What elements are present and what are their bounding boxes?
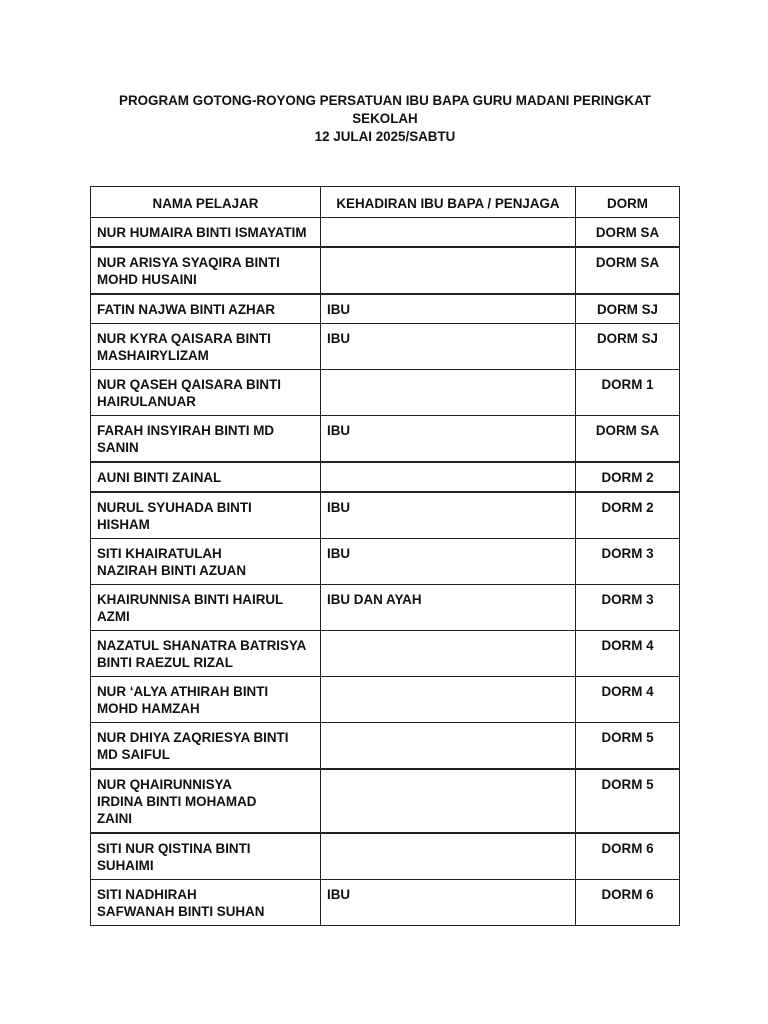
student-name-cell: SITI NUR QISTINA BINTI SUHAIMI	[91, 833, 321, 880]
attendance-cell: IBU	[321, 294, 576, 324]
student-name-cell: NURUL SYUHADA BINTI HISHAM	[91, 492, 321, 539]
dorm-cell: DORM 5	[576, 723, 680, 770]
dorm-cell: DORM 3	[576, 539, 680, 585]
dorm-cell: DORM SA	[576, 218, 680, 248]
table-row	[91, 294, 680, 324]
dorm-cell: DORM 4	[576, 677, 680, 723]
attendance-cell: IBU	[321, 492, 576, 539]
table-row	[91, 585, 680, 631]
student-name-cell: NUR HUMAIRA BINTI ISMAYATIM	[91, 218, 321, 248]
table-row	[91, 539, 680, 585]
dorm-cell: DORM SJ	[576, 294, 680, 324]
table-row	[91, 833, 680, 880]
dorm-cell: DORM SA	[576, 247, 680, 294]
attendance-cell: IBU	[321, 416, 576, 463]
attendance-cell	[321, 631, 576, 677]
student-name-cell: NAZATUL SHANATRA BATRISYA BINTI RAEZUL RIZAL	[91, 631, 321, 677]
document-title	[90, 92, 680, 146]
attendance-cell: IBU	[321, 324, 576, 370]
table-row	[91, 218, 680, 248]
attendance-cell	[321, 370, 576, 416]
column-header-attendance: KEHADIRAN IBU BAPA / PENJAGA	[321, 187, 576, 218]
table-row	[91, 769, 680, 833]
attendance-cell	[321, 218, 576, 248]
dorm-cell: DORM 3	[576, 585, 680, 631]
dorm-cell: DORM 1	[576, 370, 680, 416]
student-name-cell: NUR QASEH QAISARA BINTI HAIRULANUAR	[91, 370, 321, 416]
student-name-cell: NUR QHAIRUNNISYA IRDINA BINTI MOHAMAD ZAINI	[91, 769, 321, 833]
student-name-cell: AUNI BINTI ZAINAL	[91, 462, 321, 492]
title-line-2: SEKOLAH	[352, 111, 418, 126]
table-row	[91, 880, 680, 926]
dorm-cell: DORM 2	[576, 462, 680, 492]
dorm-cell: DORM 2	[576, 492, 680, 539]
title-date: 12 JULAI 2025/SABTU	[314, 129, 456, 144]
attendance-cell	[321, 833, 576, 880]
attendance-cell	[321, 723, 576, 770]
table-row	[91, 462, 680, 492]
attendance-cell: IBU DAN AYAH	[321, 585, 576, 631]
attendance-cell	[321, 247, 576, 294]
dorm-cell: DORM 6	[576, 880, 680, 926]
dorm-cell: DORM SJ	[576, 324, 680, 370]
table-row	[91, 247, 680, 294]
student-name-cell: FATIN NAJWA BINTI AZHAR	[91, 294, 321, 324]
dorm-cell: DORM 5	[576, 769, 680, 833]
student-name-cell: SITI KHAIRATULAH NAZIRAH BINTI AZUAN	[91, 539, 321, 585]
attendance-cell: IBU	[321, 880, 576, 926]
student-name-cell: SITI NADHIRAH SAFWANAH BINTI SUHAN	[91, 880, 321, 926]
table-row	[91, 723, 680, 770]
table-row	[91, 677, 680, 723]
dorm-cell: DORM 6	[576, 833, 680, 880]
attendance-cell: IBU	[321, 539, 576, 585]
student-name-cell: NUR ‘ALYA ATHIRAH BINTI MOHD HAMZAH	[91, 677, 321, 723]
student-name-cell: NUR KYRA QAISARA BINTI MASHAIRYLIZAM	[91, 324, 321, 370]
attendance-cell	[321, 677, 576, 723]
dorm-cell: DORM 4	[576, 631, 680, 677]
student-name-cell: FARAH INSYIRAH BINTI MD SANIN	[91, 416, 321, 463]
student-name-cell: NUR DHIYA ZAQRIESYA BINTI MD SAIFUL	[91, 723, 321, 770]
table-header-row	[91, 187, 680, 218]
student-name-cell: KHAIRUNNISA BINTI HAIRUL AZMI	[91, 585, 321, 631]
title-line-1: PROGRAM GOTONG-ROYONG PERSATUAN IBU BAPA GURU MADANI PERINGKAT	[119, 93, 651, 108]
table-row	[91, 631, 680, 677]
table-row	[91, 492, 680, 539]
column-header-name: NAMA PELAJAR	[91, 187, 321, 218]
dorm-cell: DORM SA	[576, 416, 680, 463]
table-row	[91, 324, 680, 370]
attendance-cell	[321, 462, 576, 492]
attendance-cell	[321, 769, 576, 833]
column-header-dorm: DORM	[576, 187, 680, 218]
student-name-cell: NUR ARISYA SYAQIRA BINTI MOHD HUSAINI	[91, 247, 321, 294]
table-body	[91, 218, 680, 926]
attendance-table	[90, 186, 680, 926]
table-row	[91, 370, 680, 416]
table-row	[91, 416, 680, 463]
